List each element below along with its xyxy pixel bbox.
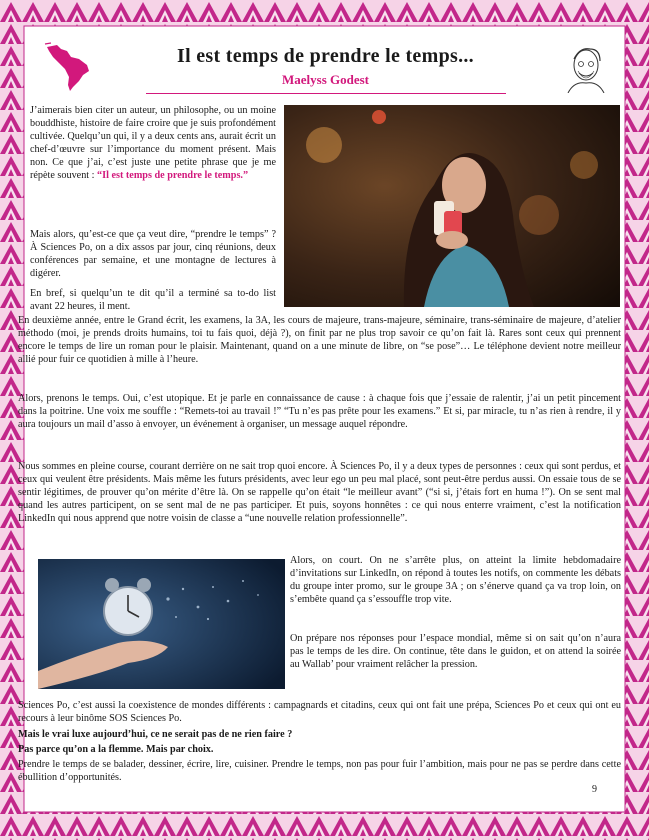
paragraph-4: En deuxième année, entre le Grand écrit, les examens, la 3A, les cours de majeure, trans-majeure, séminaire, trans-séminaire de majeure, d’atelier méthodo (moi, je prends droits humains, toi tu fais quoi, déjà ?), on finit par ne plus trop savoir ce qu’on fait là. Rares sont ceux qui prennent encore le temps de lire un roman pour le plaisir. Maintenant, quand on a une minute de libre, on “se pose”… Le téléphone devient notre meilleur allié pour fuir ce quotidien à mille à l’heure.	[18, 315, 621, 366]
paragraph-5: Alors, prenons le temps. Oui, c’est utopique. Et je parle en connaissance de cause : à chaque fois que j’essaie de ralentir, j’ai un petit pincement dans la poitrine. Une voix me souffle : “Remets-toi au travail !” “Tu n’es pas prête pour les examens.” Et si, par miracle, tu n’as rien à rendre, il y aura toujours un mail d’asso à envoyer, un événement à organiser, un message auquel répondre.	[18, 393, 621, 431]
page-number: 9	[592, 784, 597, 795]
paragraph-6: Nous sommes en pleine course, courant derrière on ne sait trop quoi encore. À Sciences Po, il y a deux types de personnes : ceux qui sont perdus, et ceux qui veulent être présidents. Mais même les futurs présidents, avec leur ego un peu mal placé, sont peut-être perdus aussi. On essaie tous de se sentir légitimes, de prouver qu’on mérite d’être là. On se rappelle qu’on était “le meilleur avant” (“si si, j’étais fort en huma !”). On se sent mal quand les autres participent, on se sent mal de ne pas participer. Et puis, soyons honnêtes : ce qui nous enterre vraiment, c’est la notification LinkedIn qui nous apprend que notre voisin de classe a “une nouvelle relation professionnelle”.	[18, 461, 621, 525]
article-author: Maelyss Godest	[281, 72, 370, 87]
paragraph-conclusion: Prendre le temps de se balader, dessiner, écrire, lire, cuisiner. Prendre le temps, non pas pour fuir l’ambition, mais pour ne pas se perdre dans cette ébullition d’opportunités.	[18, 759, 621, 784]
portrait-sketch-icon	[560, 43, 612, 93]
highlight-quote: “Il est temps de prendre le temps.”	[97, 170, 249, 182]
article-title: Il est temps de prendre le temps...	[177, 45, 474, 67]
paragraph-intro	[30, 104, 276, 183]
paragraph-7: Alors, on court. On ne s’arrête plus, on atteint la limite hebdomadaire d’invitations sur LinkedIn, on répond à toutes les notifs, on commente les débats du groupe inter promo, sur le groupe 3A ; on s’énerve quand ça va trop loin, on s’embête quand ça s’essouffle trop vite.	[290, 555, 621, 606]
title-divider	[146, 93, 506, 94]
paragraph-8: On prépare nos réponses pour l’espace mondial, même si on sait qu’on n’aura pas le temps de les dire. On continue, tête dans le guidon, et on attend la soirée au Wallab’ pour vraiment relâcher la pression.	[290, 633, 621, 671]
paragraph-3: En bref, si quelqu’un te dit qu’il a terminé sa to-do list avant 22 heures, il ment.	[30, 288, 276, 313]
bold-question: Mais le vrai luxe aujourd’hui, ce ne serait pas de ne rien faire ?	[18, 729, 293, 740]
bold-answer: Pas parce qu’on a la flemme. Mais par choix.	[18, 744, 214, 755]
photo-clock-in-hand	[38, 559, 285, 689]
intro-text: J’aimerais bien citer un auteur, un philosophe, ou un moine bouddhiste, histoire de faire croire que je suis profondément cultivée. Quelqu’un qui, il y a deux cents ans, aurait écrit un chef-d’œuvre sur l’importance du moment présent. Mais non. Ce que j’ai, c’est juste une petite phrase que je me répète souvent :	[30, 105, 276, 182]
photo-woman-with-phone	[284, 105, 620, 307]
paragraph-2: Mais alors, qu’est-ce que ça veut dire, “prendre le temps” ? À Sciences Po, on a dix assos par jour, cinq réunions, deux conférences par semaine, et une montagne de lectures à digérer.	[30, 229, 276, 280]
paragraph-9: Sciences Po, c’est aussi la coexistence de mondes différents : campagnards et citadins, ceux qui ont fait une prépa, Sciences Po et ceux qui ont eu recours à leur binôme SOS Sciences Po.	[18, 700, 621, 725]
